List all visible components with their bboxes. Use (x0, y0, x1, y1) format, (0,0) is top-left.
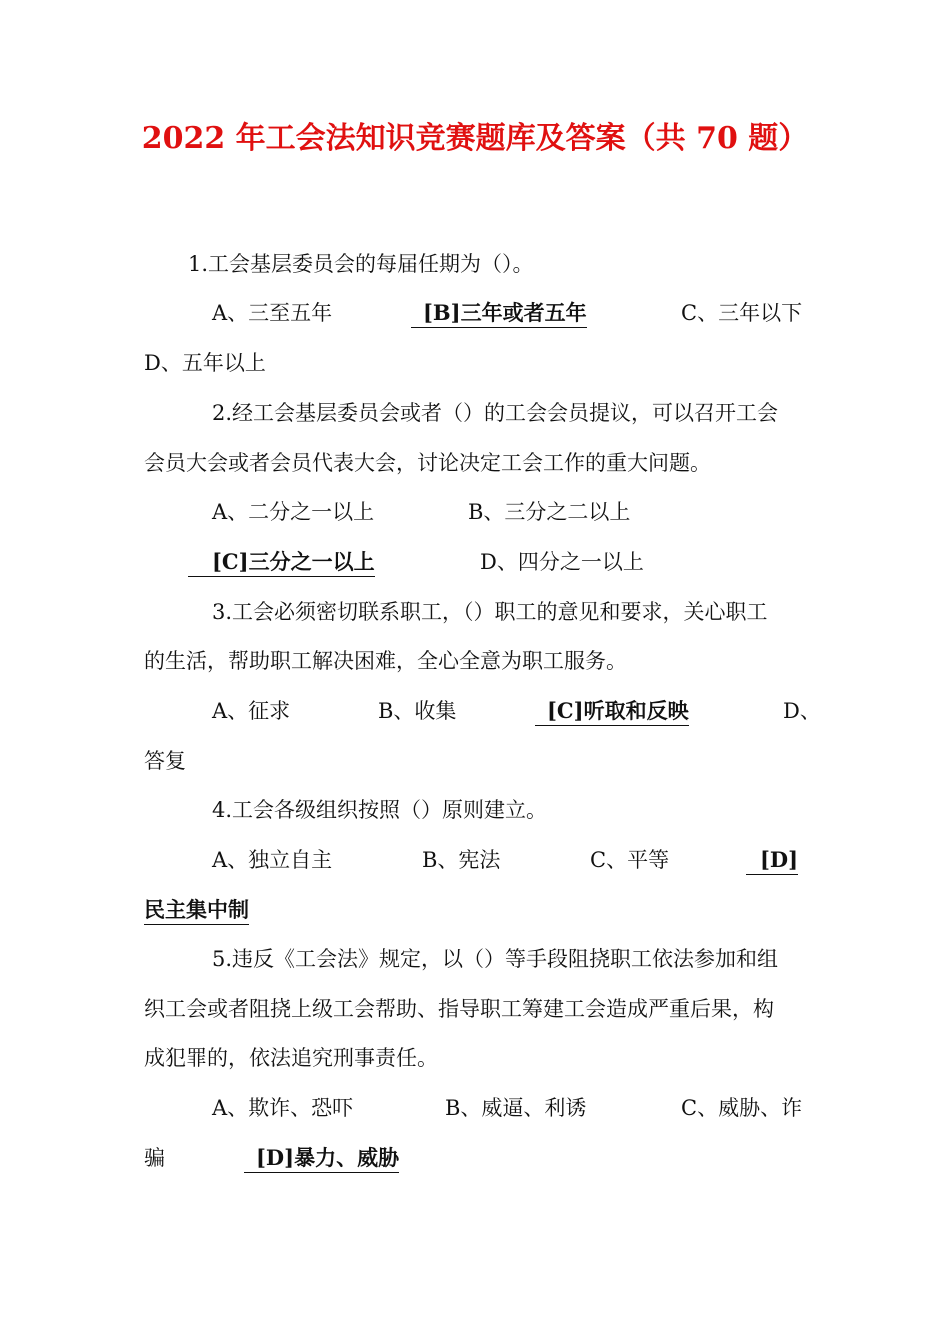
question-4-option-a: A、独立自主 (212, 848, 333, 872)
question-3-option-d-text: 答复 (144, 749, 186, 773)
question-5-stem-line-3: 成犯罪的，依法追究刑事责任。 (144, 1046, 438, 1070)
question-2-answer-c: [C]三分之一以上 (188, 548, 375, 577)
question-4-option-b: B、宪法 (422, 848, 501, 872)
question-1-stem: 1.工会基层委员会的每届任期为（）。 (188, 252, 534, 276)
question-2-option-a: A、二分之一以上 (212, 500, 375, 524)
question-3-option-b: B、收集 (378, 699, 457, 723)
question-5-option-b: B、威逼、利诱 (445, 1096, 587, 1120)
question-5-stem-line-2: 织工会或者阻挠上级工会帮助、指导职工筹建工会造成严重后果，构 (144, 997, 774, 1021)
question-5-stem-line-1: 5.违反《工会法》规定，以（）等手段阻挠职工依法参加和组 (212, 947, 779, 971)
question-4-option-c: C、平等 (590, 848, 670, 872)
question-3-option-d-label: D、 (783, 699, 821, 723)
question-1-answer-b: [B]三年或者五年 (411, 299, 587, 328)
question-4-answer-d-text: 民主集中制 (144, 896, 249, 925)
question-3-answer-c: [C]听取和反映 (535, 697, 689, 726)
question-4-stem: 4.工会各级组织按照（）原则建立。 (212, 798, 548, 822)
question-1-option-d: D、五年以上 (144, 351, 266, 375)
question-1-option-c: C、三年以下 (681, 301, 803, 325)
question-3-option-a: A、征求 (212, 699, 291, 723)
document-title: 2022 年工会法知识竞赛题库及答案（共 70 题） (141, 121, 809, 156)
question-4-answer-d-label: [D] (746, 846, 798, 875)
question-5-option-c-line-1: C、威胁、诈 (681, 1096, 803, 1120)
question-5-option-a: A、欺诈、恐吓 (212, 1096, 354, 1120)
question-1-option-a: A、三至五年 (212, 301, 333, 325)
question-2-option-d: D、四分之一以上 (480, 550, 644, 574)
question-2-option-b: B、三分之二以上 (468, 500, 631, 524)
question-3-stem-line-2: 的生活，帮助职工解决困难，全心全意为职工服务。 (144, 649, 627, 673)
question-3-stem-line-1: 3.工会必须密切联系职工，（）职工的意见和要求，关心职工 (212, 600, 768, 624)
question-2-stem-line-1: 2.经工会基层委员会或者（）的工会会员提议，可以召开工会 (212, 401, 779, 425)
question-2-stem-line-2: 会员大会或者会员代表大会，讨论决定工会工作的重大问题。 (144, 451, 711, 475)
question-5-option-c-line-2: 骗 (144, 1146, 165, 1170)
question-5-answer-d: [D]暴力、威胁 (244, 1144, 399, 1173)
